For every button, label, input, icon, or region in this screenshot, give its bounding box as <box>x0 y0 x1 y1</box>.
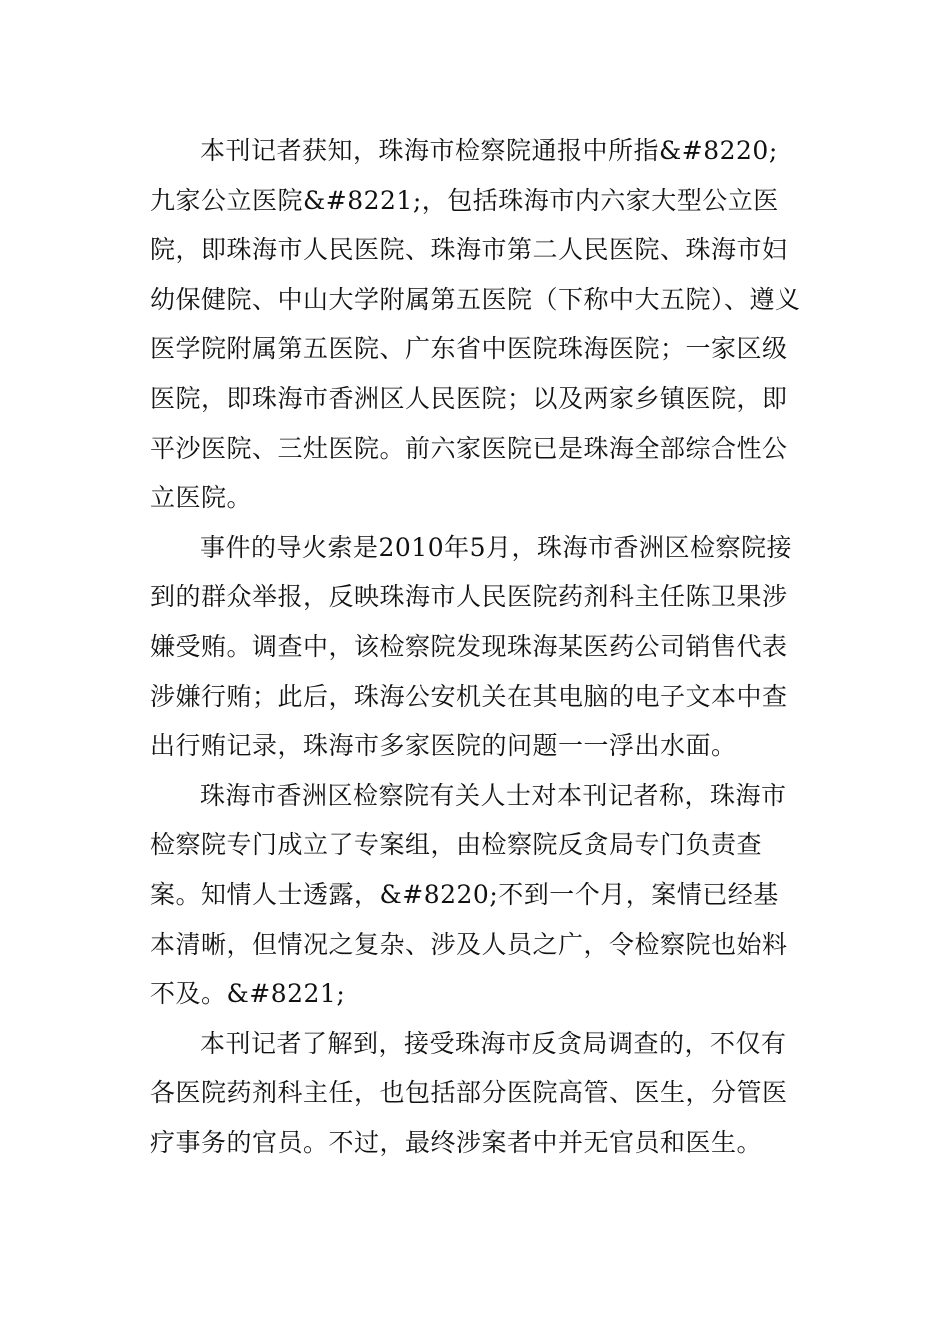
paragraph: 本刊记者了解到，接受珠海市反贪局调查的，不仅有各医院药剂科主任，也包括部分医院高管、医生，分管医疗事务的官员。不过，最终涉案者中并无官员和医生。 <box>150 1028 788 1157</box>
document-body <box>150 126 802 1167</box>
paragraph: 珠海市香洲区检察院有关人士对本刊记者称，珠海市检察院专门成立了专案组，由检察院反贪局专门负责查案。知情人士透露，&#8220;不到一个月，案情已经基本清晰，但情况之复杂、涉及人员之广，令检察院也始料不及。&#8221; <box>150 780 788 1009</box>
paragraph: 本刊记者获知，珠海市检察院通报中所指&#8220;九家公立医院&#8221;，包括珠海市内六家大型公立医院，即珠海市人民医院、珠海市第二人民医院、珠海市妇幼保健院、中山大学附属第五医院（下称中大五院）、遵义医学院附属第五医院、广东省中医院珠海医院；一家区级医院，即珠海市香洲区人民医院；以及两家乡镇医院，即平沙医院、三灶医院。前六家医院已是珠海全部综合性公立医院。 <box>150 136 801 513</box>
paragraph: 事件的导火索是2010年5月，珠海市香洲区检察院接到的群众举报，反映珠海市人民医院药剂科主任陈卫果涉嫌受贿。调查中，该检察院发现珠海某医药公司销售代表涉嫌行贿；此后，珠海公安机关在其电脑的电子文本中查出行贿记录，珠海市多家医院的问题一一浮出水面。 <box>150 532 793 761</box>
